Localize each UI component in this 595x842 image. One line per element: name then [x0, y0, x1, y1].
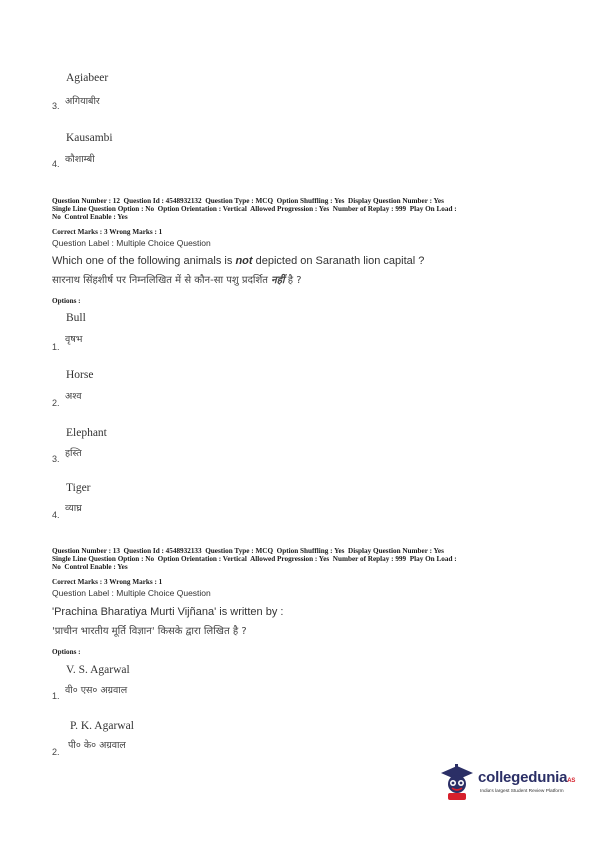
q13-option-1-english: V. S. Agarwal	[66, 664, 130, 676]
q12-option-2-hindi: अश्व	[65, 391, 82, 402]
q13-options-label: Options :	[52, 648, 81, 656]
option-4-english: Kausambi	[66, 132, 113, 144]
option-4-number: 4.	[52, 159, 60, 169]
q12-option-3-hindi: हस्ति	[65, 448, 82, 459]
q12-hindi-after: है ?	[284, 275, 302, 286]
q12-question-hindi	[52, 272, 302, 286]
logo-suffix: AS	[567, 778, 576, 784]
q12-option-1-english: Bull	[66, 312, 86, 324]
option-4-hindi: कौशाम्बी	[65, 154, 95, 165]
q12-hindi-emphasis: नहीं	[271, 275, 285, 286]
q13-question-hindi: 'प्राचीन भारतीय मूर्ति विज्ञान' किसके द्वारा लिखित है ?	[52, 626, 247, 637]
q13-metadata: Question Number : 13 Question Id : 4548932133 Question Type : MCQ Option Shuffling : Yes Display Question Number : Yes Single Line Question Option : No Option Orientation : Vertical Allowed Progression : Yes Number of Replay : 999 Play On Load : No Control Enable : Yes	[52, 547, 457, 572]
logo-tagline: India's largest Student Review Platform	[480, 789, 564, 794]
q12-option-1-hindi: वृषभ	[65, 334, 83, 345]
q12-emphasis: not	[235, 255, 253, 267]
option-3-hindi: अगियाबीर	[65, 96, 100, 107]
q12-option-4-english: Tiger	[66, 482, 91, 494]
q12-option-1-number: 1.	[52, 342, 60, 352]
q12-question-english	[52, 255, 424, 267]
q12-option-4-number: 4.	[52, 510, 60, 520]
option-3-number: 3.	[52, 101, 60, 111]
q12-option-3-english: Elephant	[66, 427, 107, 439]
q12-marks: Correct Marks : 3 Wrong Marks : 1	[52, 228, 163, 236]
q13-option-2-number: 2.	[52, 747, 60, 757]
logo-wordmark	[478, 769, 575, 786]
q12-options-label: Options :	[52, 297, 81, 305]
q13-option-1-hindi: वी० एस० अग्रवाल	[65, 685, 128, 696]
q12-text-after: depicted on Saranath lion capital ?	[252, 255, 425, 267]
q12-hindi-before: सारनाथ सिंहशीर्ष पर निम्नलिखित में से कौन-सा पशु प्रदर्शित	[52, 275, 272, 286]
q12-option-3-number: 3.	[52, 454, 60, 464]
q13-option-1-number: 1.	[52, 691, 60, 701]
q12-option-2-english: Horse	[66, 369, 94, 381]
q12-option-4-hindi: व्याघ्र	[65, 503, 82, 514]
q13-option-2-english: P. K. Agarwal	[70, 720, 134, 732]
q12-metadata: Question Number : 12 Question Id : 4548932132 Question Type : MCQ Option Shuffling : Yes Display Question Number : Yes Single Line Question Option : No Option Orientation : Vertical Allowed Progression : Yes Number of Replay : 999 Play On Load : No Control Enable : Yes	[52, 197, 457, 222]
option-3-english: Agiabeer	[66, 72, 109, 84]
graduate-mascot-icon	[438, 762, 476, 802]
q13-marks: Correct Marks : 3 Wrong Marks : 1	[52, 578, 163, 586]
logo-name: collegedunia	[478, 769, 568, 786]
q12-option-2-number: 2.	[52, 398, 60, 408]
q12-text-before: Which one of the following animals is	[52, 255, 236, 267]
collegedunia-logo	[438, 760, 578, 806]
q13-question-label: Question Label : Multiple Choice Question	[52, 588, 211, 598]
q13-question-english: 'Prachina Bharatiya Murti Vijñana' is written by :	[52, 606, 284, 618]
q12-question-label: Question Label : Multiple Choice Question	[52, 238, 211, 248]
q13-option-2-hindi: पी० के० अग्रवाल	[68, 740, 126, 751]
